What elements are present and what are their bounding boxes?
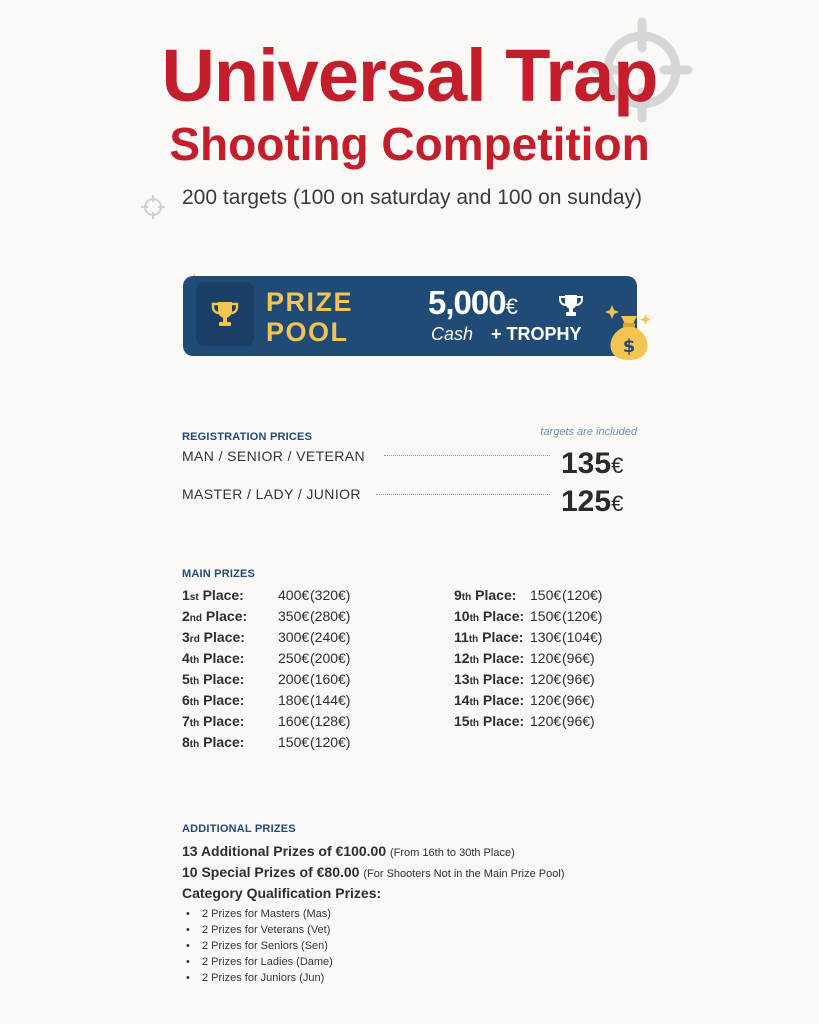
prize-reduced-amount: (120€) xyxy=(562,587,603,603)
prize-pool-amount-value: 5,000 xyxy=(428,284,506,321)
registration-price-1-value: 135 xyxy=(561,447,612,480)
prize-place-label: Place: xyxy=(479,713,525,729)
prize-place-label: Place: xyxy=(199,671,245,687)
page-title: Universal Trap xyxy=(161,34,658,117)
prize-row xyxy=(454,606,654,627)
prize-place-number: 2 xyxy=(182,608,190,624)
prize-place xyxy=(454,608,524,624)
prize-row xyxy=(182,627,382,648)
prize-place-label: Place: xyxy=(478,629,524,645)
prize-place-number: 1 xyxy=(182,587,190,603)
prize-place-number: 15 xyxy=(454,713,470,729)
registration-label-2: MASTER / LADY / JUNIOR xyxy=(182,486,361,502)
cash-label: Cash xyxy=(431,324,474,344)
prize-reduced-amount: (144€) xyxy=(310,692,351,708)
prize-row xyxy=(454,669,654,690)
prize-reduced-amount: (240€) xyxy=(310,629,351,645)
prize-place-label: Place: xyxy=(199,650,245,666)
prize-place-suffix: th xyxy=(468,634,479,645)
list-item: • 2 Prizes for Juniors (Jun) xyxy=(186,970,333,986)
prize-amount: 150€ xyxy=(530,587,562,603)
prize-place xyxy=(454,692,524,708)
prize-place-suffix: rd xyxy=(189,634,200,645)
list-item: • 2 Prizes for Seniors (Sen) xyxy=(186,938,333,954)
prize-row xyxy=(182,669,382,690)
page-subtitle-title: Shooting Competition xyxy=(169,118,650,170)
prize-place-label: Place: xyxy=(199,629,245,645)
prize-place-number: 12 xyxy=(454,650,470,666)
prize-place-number: 13 xyxy=(454,671,470,687)
prize-amount: 120€ xyxy=(530,713,562,729)
targets-included-note: targets are included xyxy=(540,426,637,438)
prize-place-label: Place: xyxy=(199,713,245,729)
prize-pool-label-1: PRIZE xyxy=(266,287,354,317)
registration-price-1 xyxy=(561,447,623,483)
prize-place-number: 5 xyxy=(182,671,190,687)
prize-place xyxy=(454,671,524,687)
prize-place-suffix: th xyxy=(469,613,480,624)
prize-place-label: Place: xyxy=(479,692,525,708)
prize-row xyxy=(454,690,654,711)
prize-place-suffix: th xyxy=(469,718,480,729)
dotted-leader xyxy=(376,494,550,495)
prize-amount: 150€ xyxy=(278,734,310,750)
prize-place-suffix: th xyxy=(189,739,200,750)
additional-prize-line-2-sub: (For Shooters Not in the Main Prize Pool) xyxy=(363,868,565,880)
prize-amount: 120€ xyxy=(530,692,562,708)
category-prize-list xyxy=(186,906,333,986)
trophy-small-icon xyxy=(557,293,585,319)
prize-place-number: 7 xyxy=(182,713,190,729)
prize-place xyxy=(454,629,523,645)
prize-place xyxy=(182,629,245,645)
prize-place-number: 6 xyxy=(182,692,190,708)
prize-place xyxy=(182,692,244,708)
registration-heading: REGISTRATION PRICES xyxy=(182,431,313,443)
prize-row xyxy=(454,648,654,669)
prize-amount: 400€ xyxy=(278,587,310,603)
svg-text:$: $ xyxy=(622,336,636,357)
prize-place-suffix: th xyxy=(189,718,200,729)
prize-place-label: Place: xyxy=(202,608,248,624)
prize-row xyxy=(182,606,382,627)
prize-pool-currency: € xyxy=(505,294,518,319)
additional-prize-line-2-main: 10 Special Prizes of €80.00 xyxy=(182,864,360,880)
prize-row xyxy=(454,627,654,648)
prize-row xyxy=(454,711,654,732)
prize-place-number: 11 xyxy=(454,629,469,645)
prize-amount: 120€ xyxy=(530,671,562,687)
additional-prize-line-1-sub: (From 16th to 30th Place) xyxy=(390,847,515,859)
prize-place-suffix: th xyxy=(461,592,472,603)
prize-place xyxy=(182,671,244,687)
list-item: • 2 Prizes for Ladies (Dame) xyxy=(186,954,333,970)
additional-prizes-heading: ADDITIONAL PRIZES xyxy=(182,823,296,835)
prize-row xyxy=(182,711,382,732)
prize-place-suffix: th xyxy=(469,676,480,687)
prize-place-number: 8 xyxy=(182,734,190,750)
prize-reduced-amount: (104€) xyxy=(562,629,603,645)
trophy-icon xyxy=(209,298,241,330)
targets-description: 200 targets (100 on saturday and 100 on sunday) xyxy=(182,186,642,209)
prize-place-number: 14 xyxy=(454,692,470,708)
prize-reduced-amount: (120€) xyxy=(562,608,603,624)
crosshair-small-icon xyxy=(140,194,166,220)
prize-place-number: 3 xyxy=(182,629,190,645)
prize-place-suffix: st xyxy=(189,592,199,603)
main-prizes-heading: MAIN PRIZES xyxy=(182,568,256,580)
prize-row xyxy=(182,585,382,606)
prize-place-label: Place: xyxy=(479,650,525,666)
additional-prize-line-2 xyxy=(182,864,564,880)
prize-place xyxy=(182,713,244,729)
prize-amount: 300€ xyxy=(278,629,310,645)
prize-reduced-amount: (200€) xyxy=(310,650,351,666)
registration-price-2-value: 125 xyxy=(561,485,612,518)
prize-place xyxy=(182,608,247,624)
prize-reduced-amount: (96€) xyxy=(562,671,595,687)
prize-pool-trophy-box xyxy=(196,282,254,346)
prize-pool-amount xyxy=(428,283,518,327)
prize-row xyxy=(182,732,382,753)
prize-row xyxy=(182,690,382,711)
prize-amount: 250€ xyxy=(278,650,310,666)
prize-place-suffix: nd xyxy=(189,613,203,624)
prize-place xyxy=(182,587,244,603)
prize-place-number: 4 xyxy=(182,650,190,666)
prize-place xyxy=(454,650,524,666)
prize-row xyxy=(454,585,654,606)
prize-reduced-amount: (280€) xyxy=(310,608,351,624)
prize-place-label: Place: xyxy=(199,734,245,750)
prize-amount: 180€ xyxy=(278,692,310,708)
additional-prize-line-1-main: 13 Additional Prizes of €100.00 xyxy=(182,843,387,859)
registration-price-1-currency: € xyxy=(611,453,624,478)
prize-place-label: Place: xyxy=(479,671,525,687)
dotted-leader xyxy=(384,455,550,456)
prize-amount: 150€ xyxy=(530,608,562,624)
prize-row xyxy=(182,648,382,669)
registration-price-2-currency: € xyxy=(611,491,624,516)
prize-place-label: Place: xyxy=(198,587,244,603)
prize-pool-label-2: POOL xyxy=(266,317,349,347)
prize-place-number: 9 xyxy=(454,587,462,603)
prize-place xyxy=(182,650,244,666)
prize-place-suffix: th xyxy=(469,697,480,708)
prize-place xyxy=(454,587,516,603)
list-item: • 2 Prizes for Masters (Mas) xyxy=(186,906,333,922)
registration-label-1: MAN / SENIOR / VETERAN xyxy=(182,448,366,464)
registration-price-2 xyxy=(561,485,623,521)
prize-amount: 160€ xyxy=(278,713,310,729)
prize-place-suffix: th xyxy=(189,655,200,666)
prize-place xyxy=(182,734,244,750)
additional-prize-line-1 xyxy=(182,843,515,859)
category-prizes-heading: Category Qualification Prizes: xyxy=(182,885,382,901)
prize-place-number: 10 xyxy=(454,608,470,624)
prize-place-suffix: th xyxy=(189,697,200,708)
prize-reduced-amount: (96€) xyxy=(562,713,595,729)
prize-reduced-amount: (96€) xyxy=(562,650,595,666)
prize-reduced-amount: (120€) xyxy=(310,734,351,750)
prize-reduced-amount: (128€) xyxy=(310,713,351,729)
prize-amount: 200€ xyxy=(278,671,310,687)
prize-place-suffix: th xyxy=(469,655,480,666)
money-bag-icon xyxy=(604,300,654,362)
prize-amount: 350€ xyxy=(278,608,310,624)
trophy-label: + TROPHY xyxy=(491,324,582,344)
prize-amount: 120€ xyxy=(530,650,562,666)
prize-amount: 130€ xyxy=(530,629,562,645)
prize-place-suffix: th xyxy=(189,676,200,687)
prize-reduced-amount: (96€) xyxy=(562,692,595,708)
prize-reduced-amount: (160€) xyxy=(310,671,351,687)
prize-place-label: Place: xyxy=(471,587,517,603)
prize-place-label: Place: xyxy=(479,608,525,624)
prize-place xyxy=(454,713,524,729)
list-item: • 2 Prizes for Veterans (Vet) xyxy=(186,922,333,938)
prize-reduced-amount: (320€) xyxy=(310,587,351,603)
prize-place-label: Place: xyxy=(199,692,245,708)
